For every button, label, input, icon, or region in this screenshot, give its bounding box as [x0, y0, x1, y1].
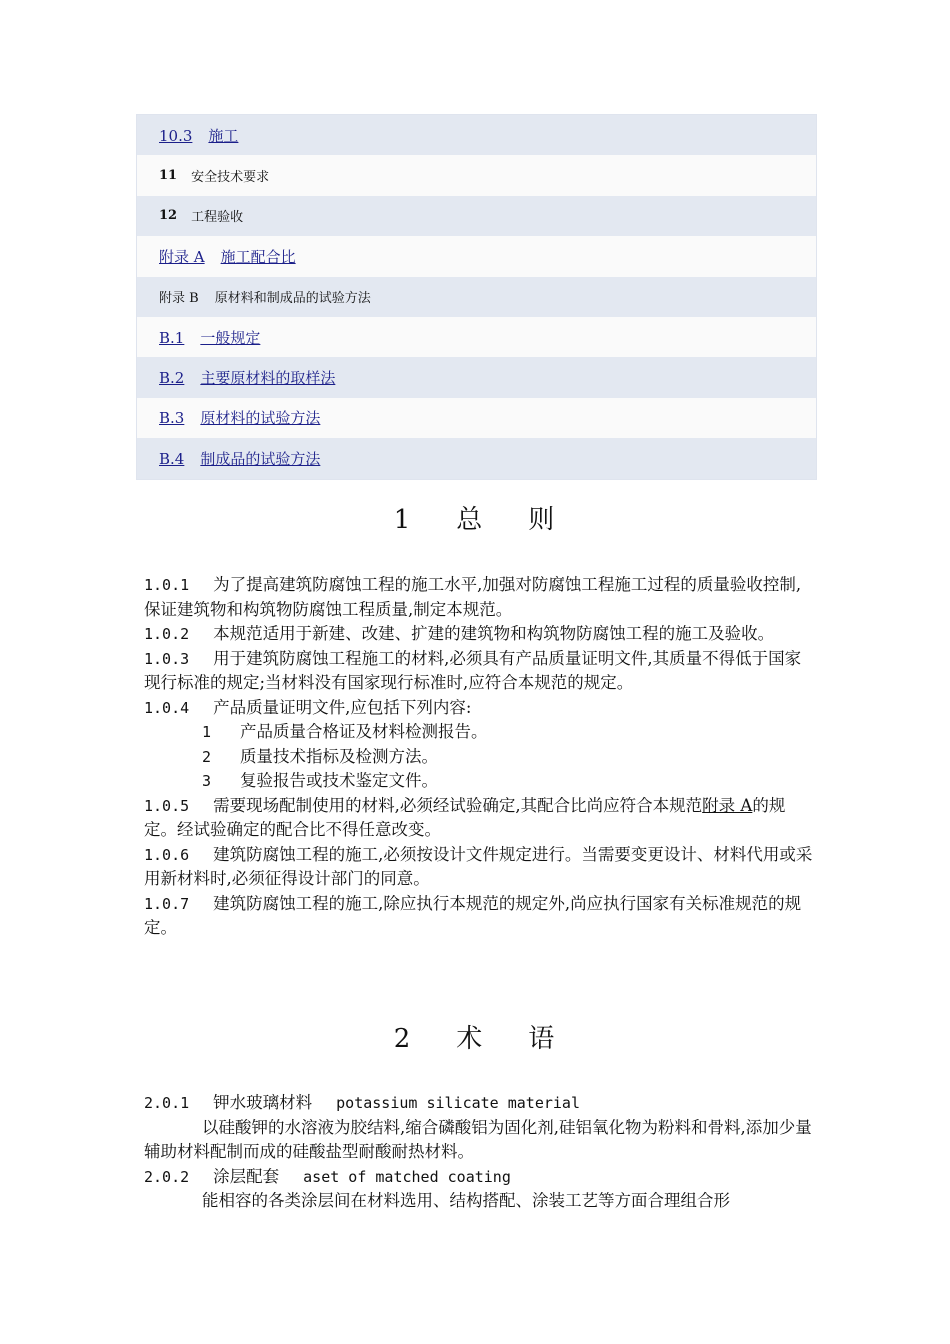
clause-1-0-4: 1.0.4 产品质量证明文件,应包括下列内容: — [144, 697, 472, 717]
term-2-0-1: 2.0.1 钾水玻璃材料 potassium silicate material — [144, 1093, 580, 1112]
clause-1-0-2: 1.0.2 本规范适用于新建、改建、扩建的建筑物和构筑物防腐蚀工程的施工及验收。 — [144, 624, 775, 643]
clause-1-0-1: 1.0.1 为了提高建筑防腐蚀工程的施工水平,加强对防腐蚀工程施工过程的质量验收控制,保证建筑物和构筑物防腐蚀工程质量,制定本规范。 — [144, 575, 802, 619]
toc-link[interactable]: B.4 制成品的试验方法 — [159, 449, 321, 468]
list-item: 2 质量技术指标及检测方法。 — [202, 746, 438, 766]
toc-number: 11 — [159, 168, 178, 184]
toc-number: 附录 B — [159, 291, 199, 307]
section-1-body — [144, 573, 814, 941]
clause-1-0-7: 1.0.7 建筑防腐蚀工程的施工,除应执行本规范的规定外,尚应执行国家有关标准规范的规定。 — [144, 893, 802, 937]
toc-label: 工程验收 — [191, 210, 244, 226]
toc-row[interactable] — [137, 236, 816, 276]
toc-row — [137, 155, 816, 195]
toc-row[interactable] — [137, 357, 816, 397]
term-definition: 以硅酸钾的水溶液为胶结料,缩合磷酸铝为固化剂,硅铝氧化物为粉料和骨料,添加少量辅助材料配制而成的硅酸盐型耐酸耐热材料。 — [144, 1117, 812, 1161]
toc-link[interactable]: B.1 一般规定 — [159, 328, 261, 347]
toc-link[interactable]: 10.3 施工 — [159, 126, 239, 145]
toc-row[interactable] — [137, 398, 816, 438]
toc-link[interactable]: B.3 原材料的试验方法 — [159, 409, 321, 428]
toc-number: 12 — [159, 208, 178, 224]
section-2-body — [144, 1091, 814, 1214]
toc-row[interactable] — [137, 317, 816, 357]
toc-table — [136, 114, 817, 480]
appendix-a-link[interactable]: 附录 A — [702, 795, 753, 815]
chapter-2-heading: 2 术 语 — [393, 1024, 557, 1054]
toc-row[interactable] — [137, 438, 816, 478]
list-item: 1 产品质量合格证及材料检测报告。 — [202, 722, 488, 741]
list-item: 3 复验报告或技术鉴定文件。 — [202, 771, 438, 790]
clause-1-0-5: 1.0.5 需要现场配制使用的材料,必须经试验确定,其配合比尚应符合本规范附录 A的规定。经试验确定的配合比不得任意改变。 — [144, 795, 786, 839]
toc-label: 安全技术要求 — [191, 170, 270, 186]
toc-label: 原材料和制成品的试验方法 — [214, 291, 371, 307]
toc-link[interactable]: 附录 A 施工配合比 — [159, 247, 296, 266]
toc-row[interactable] — [137, 115, 816, 155]
chapter-1-heading: 1 总 则 — [393, 505, 557, 535]
term-2-0-2: 2.0.2 涂层配套 aset of matched coating — [144, 1166, 511, 1186]
clause-1-0-6: 1.0.6 建筑防腐蚀工程的施工,必须按设计文件规定进行。当需要变更设计、材料代用或采用新材料时,必须征得设计部门的同意。 — [144, 844, 813, 888]
term-definition: 能相容的各类涂层间在材料选用、结构搭配、涂装工艺等方面合理组合形 — [202, 1191, 730, 1210]
toc-row — [137, 277, 816, 317]
toc-link[interactable]: B.2 主要原材料的取样法 — [159, 369, 336, 388]
clause-1-0-3: 1.0.3 用于建筑防腐蚀工程施工的材料,必须具有产品质量证明文件,其质量不得低于国家现行标准的规定;当材料没有国家现行标准时,应符合本规范的规定。 — [144, 648, 802, 692]
toc-row — [137, 196, 816, 236]
